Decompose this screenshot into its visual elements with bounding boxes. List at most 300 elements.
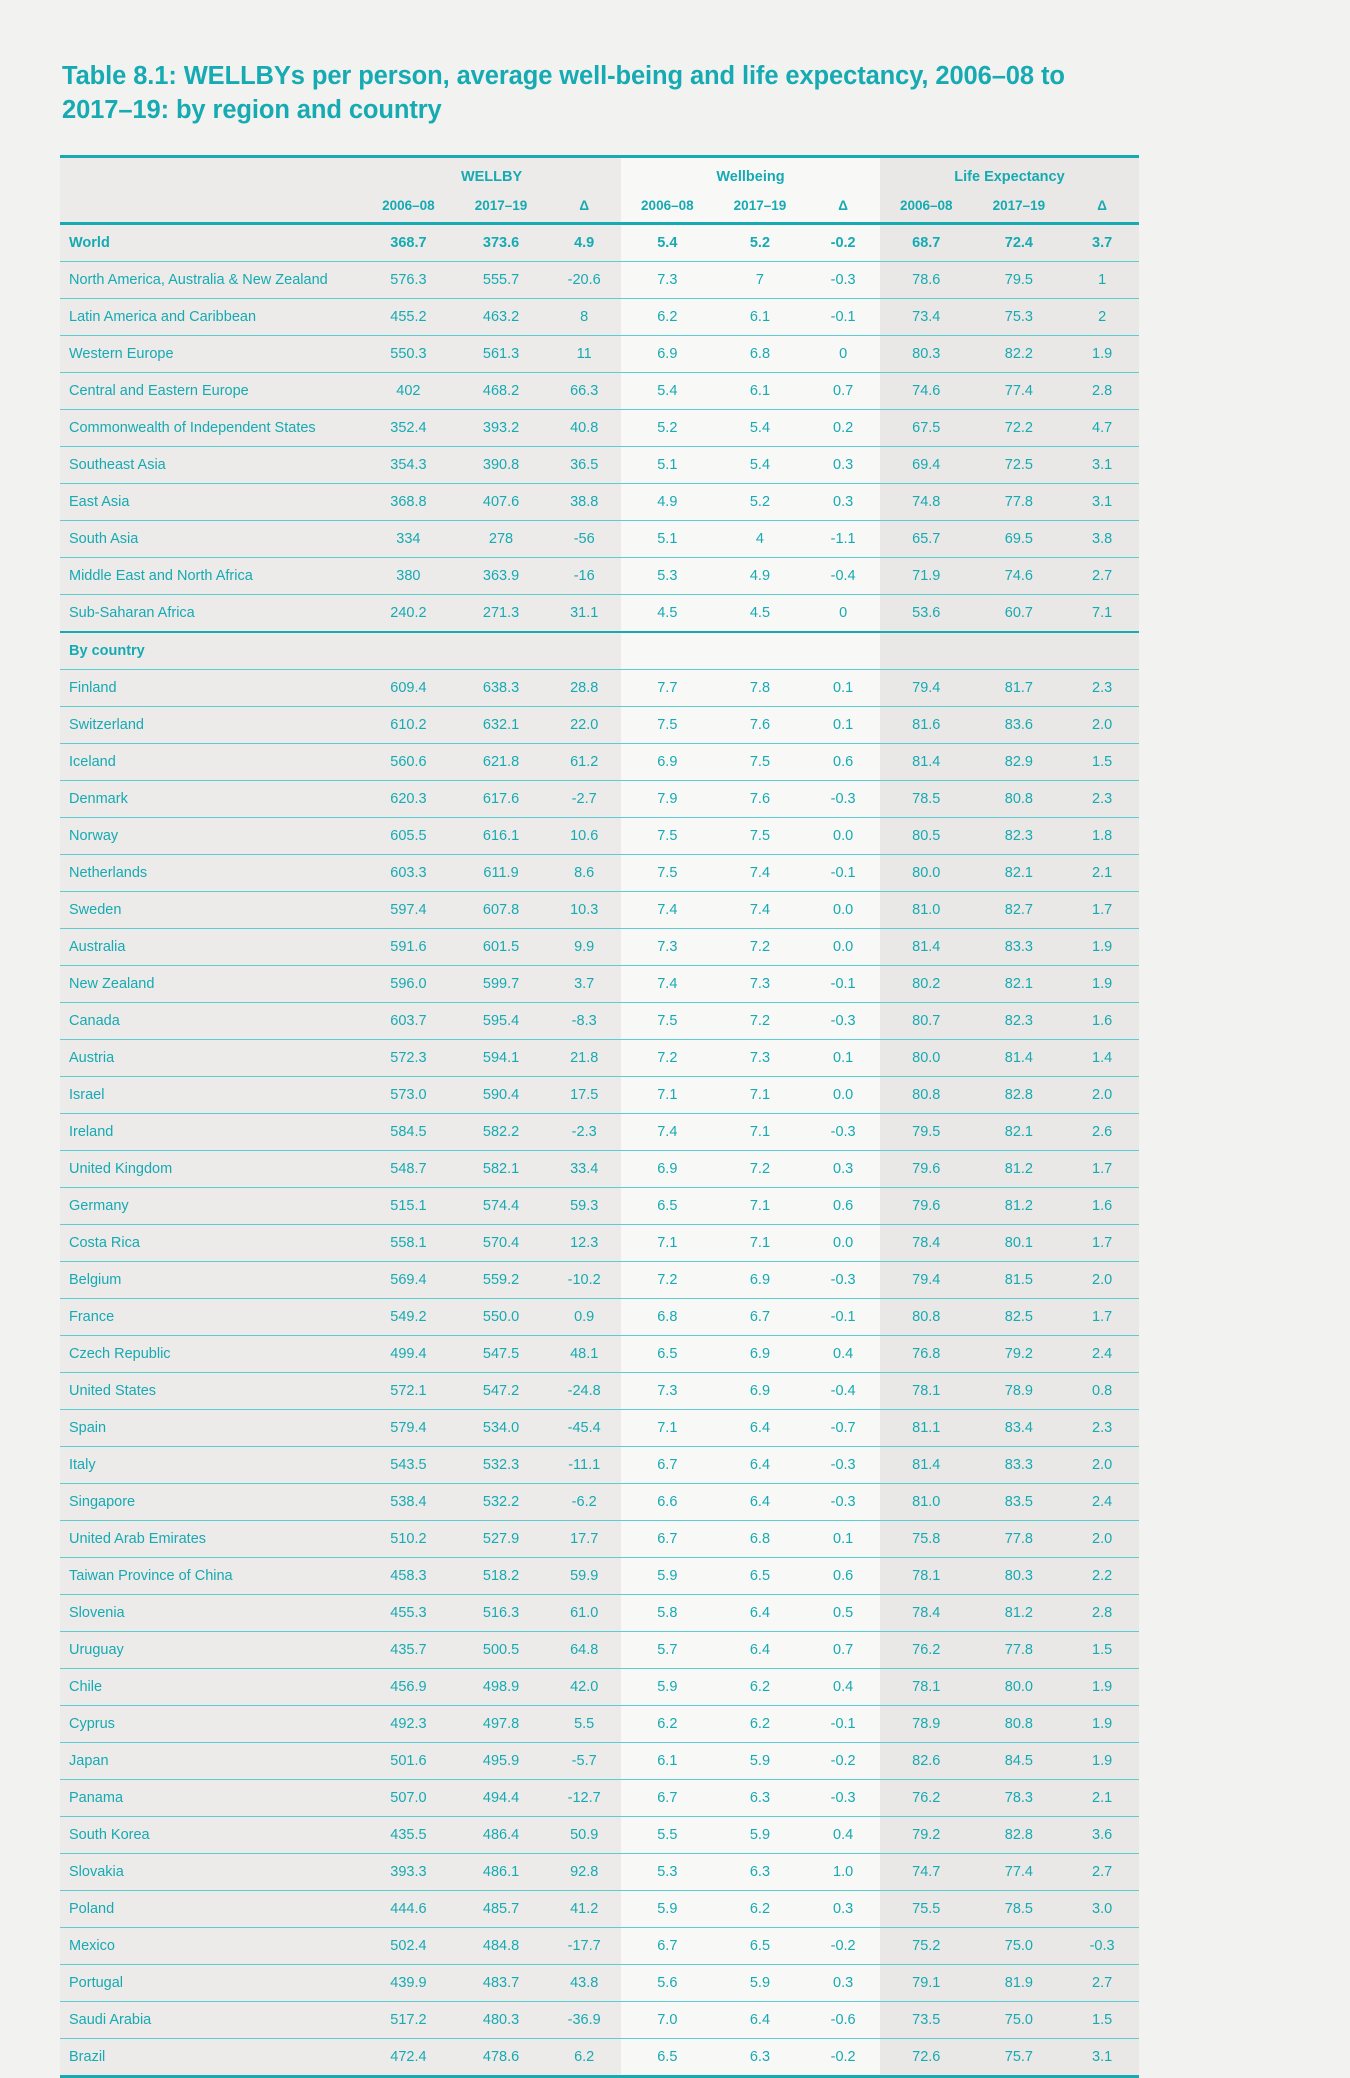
data-cell: 6.7 [621, 1928, 714, 1965]
data-cell: 7.2 [714, 1151, 807, 1188]
row-label: World [60, 224, 362, 262]
data-cell: 582.1 [455, 1151, 548, 1188]
data-cell: 6.2 [621, 299, 714, 336]
data-cell: 8.6 [547, 855, 621, 892]
data-cell: -0.3 [806, 1484, 880, 1521]
row-label: Latin America and Caribbean [60, 299, 362, 336]
data-cell: 484.8 [455, 1928, 548, 1965]
row-label: Norway [60, 818, 362, 855]
table-row [60, 336, 1139, 373]
data-cell: 516.3 [455, 1595, 548, 1632]
table-section-blank-cell [880, 632, 973, 670]
data-cell: 500.5 [455, 1632, 548, 1669]
data-cell: 43.8 [547, 1965, 621, 2002]
data-cell: 538.4 [362, 1484, 455, 1521]
data-cell: 2.0 [1065, 707, 1139, 744]
table-row [60, 521, 1139, 558]
data-cell: 79.2 [973, 1336, 1066, 1373]
table-row [60, 1928, 1139, 1965]
data-cell: -36.9 [547, 2002, 621, 2039]
data-cell: 6.7 [621, 1780, 714, 1817]
data-cell: -0.4 [806, 558, 880, 595]
table-row [60, 1336, 1139, 1373]
data-cell: 3.1 [1065, 447, 1139, 484]
data-cell: 498.9 [455, 1669, 548, 1706]
row-label: Mexico [60, 1928, 362, 1965]
row-label: Austria [60, 1040, 362, 1077]
data-cell: 6.9 [621, 336, 714, 373]
data-cell: 5.4 [714, 410, 807, 447]
data-cell: 2.7 [1065, 1965, 1139, 2002]
table-row [60, 1817, 1139, 1854]
data-cell: 486.4 [455, 1817, 548, 1854]
table-row [60, 1632, 1139, 1669]
row-label: Sub-Saharan Africa [60, 595, 362, 633]
data-cell: 6.4 [714, 2002, 807, 2039]
data-cell: 81.7 [973, 670, 1066, 707]
data-cell: 3.1 [1065, 484, 1139, 521]
data-cell: 354.3 [362, 447, 455, 484]
data-cell: -20.6 [547, 262, 621, 299]
data-cell: 271.3 [455, 595, 548, 633]
data-cell: 61.2 [547, 744, 621, 781]
data-cell: 517.2 [362, 2002, 455, 2039]
data-cell: 549.2 [362, 1299, 455, 1336]
row-label: Southeast Asia [60, 447, 362, 484]
data-cell: 81.2 [973, 1188, 1066, 1225]
data-cell: 76.2 [880, 1632, 973, 1669]
data-cell: 620.3 [362, 781, 455, 818]
data-cell: 5.5 [621, 1817, 714, 1854]
row-label: Finland [60, 670, 362, 707]
data-cell: 6.9 [714, 1336, 807, 1373]
table-row [60, 855, 1139, 892]
row-label: East Asia [60, 484, 362, 521]
row-label: Australia [60, 929, 362, 966]
data-cell: 79.4 [880, 1262, 973, 1299]
data-cell: 1.7 [1065, 892, 1139, 929]
data-cell: 402 [362, 373, 455, 410]
data-cell: 0.5 [806, 1595, 880, 1632]
data-cell: 2.3 [1065, 781, 1139, 818]
data-cell: 7 [714, 262, 807, 299]
data-cell: 6.1 [621, 1743, 714, 1780]
data-cell: 6.7 [621, 1521, 714, 1558]
data-cell: 82.7 [973, 892, 1066, 929]
data-cell: 50.9 [547, 1817, 621, 1854]
table-row [60, 892, 1139, 929]
data-cell: 0.7 [806, 1632, 880, 1669]
data-cell: 455.2 [362, 299, 455, 336]
subheader-wellby-2017-19: 2017–19 [455, 194, 548, 224]
data-cell: 1.5 [1065, 744, 1139, 781]
table-body [60, 224, 1139, 2076]
data-cell: 0.0 [806, 1077, 880, 1114]
row-label: Cyprus [60, 1706, 362, 1743]
data-cell: -56 [547, 521, 621, 558]
data-cell: 75.8 [880, 1521, 973, 1558]
data-cell: 64.8 [547, 1632, 621, 1669]
data-cell: 373.6 [455, 224, 548, 262]
data-cell: 603.3 [362, 855, 455, 892]
subheader-wellbeing-delta: Δ [806, 194, 880, 224]
table-section-label: By country [60, 632, 362, 670]
data-cell: 17.5 [547, 1077, 621, 1114]
data-cell: 559.2 [455, 1262, 548, 1299]
data-cell: 561.3 [455, 336, 548, 373]
data-cell: 10.6 [547, 818, 621, 855]
data-cell: 0.6 [806, 1188, 880, 1225]
data-cell: 472.4 [362, 2039, 455, 2076]
data-cell: 5.3 [621, 1854, 714, 1891]
data-cell: 616.1 [455, 818, 548, 855]
data-cell: 81.4 [973, 1040, 1066, 1077]
data-cell: 560.6 [362, 744, 455, 781]
data-cell: 5.5 [547, 1706, 621, 1743]
data-cell: 80.5 [880, 818, 973, 855]
data-cell: -0.3 [806, 781, 880, 818]
data-cell: 83.5 [973, 1484, 1066, 1521]
data-cell: 463.2 [455, 299, 548, 336]
data-cell: 1.7 [1065, 1225, 1139, 1262]
data-cell: 2.4 [1065, 1484, 1139, 1521]
row-label: Slovakia [60, 1854, 362, 1891]
data-cell: 21.8 [547, 1040, 621, 1077]
table-row [60, 1521, 1139, 1558]
data-cell: 6.9 [714, 1262, 807, 1299]
row-label: Commonwealth of Independent States [60, 410, 362, 447]
data-cell: 527.9 [455, 1521, 548, 1558]
data-cell: 33.4 [547, 1151, 621, 1188]
data-cell: 607.8 [455, 892, 548, 929]
data-cell: 7.2 [621, 1262, 714, 1299]
row-label: Canada [60, 1003, 362, 1040]
data-cell: 28.8 [547, 670, 621, 707]
row-label: Central and Eastern Europe [60, 373, 362, 410]
data-cell: 4 [714, 521, 807, 558]
data-cell: 483.7 [455, 1965, 548, 2002]
data-cell: 74.7 [880, 1854, 973, 1891]
row-label: France [60, 1299, 362, 1336]
data-cell: 3.7 [1065, 224, 1139, 262]
table-row [60, 410, 1139, 447]
data-cell: 80.0 [880, 1040, 973, 1077]
data-cell: 7.5 [621, 707, 714, 744]
data-cell: 7.0 [621, 2002, 714, 2039]
data-cell: 41.2 [547, 1891, 621, 1928]
data-cell: 83.6 [973, 707, 1066, 744]
table-section-blank-cell [714, 632, 807, 670]
data-cell: 2.0 [1065, 1262, 1139, 1299]
data-cell: 407.6 [455, 484, 548, 521]
data-cell: 0 [806, 336, 880, 373]
table-section-blank-cell [362, 632, 455, 670]
data-cell: 7.3 [714, 1040, 807, 1077]
data-cell: 1.4 [1065, 1040, 1139, 1077]
data-cell: 610.2 [362, 707, 455, 744]
data-cell: 363.9 [455, 558, 548, 595]
data-cell: 42.0 [547, 1669, 621, 1706]
data-cell: 6.5 [621, 2039, 714, 2076]
data-cell: 81.4 [880, 744, 973, 781]
subheader-life-delta: Δ [1065, 194, 1139, 224]
data-cell: 6.2 [621, 1706, 714, 1743]
data-cell: 61.0 [547, 1595, 621, 1632]
data-cell: 1.8 [1065, 818, 1139, 855]
data-cell: 77.4 [973, 373, 1066, 410]
data-cell: -17.7 [547, 1928, 621, 1965]
subheader-wellbeing-2006-08: 2006–08 [621, 194, 714, 224]
data-cell: 82.3 [973, 1003, 1066, 1040]
data-cell: 4.9 [621, 484, 714, 521]
data-cell: 5.9 [621, 1558, 714, 1595]
table-head [60, 157, 1139, 224]
data-cell: 240.2 [362, 595, 455, 633]
table-row [60, 1891, 1139, 1928]
table-row [60, 595, 1139, 633]
data-cell: 72.5 [973, 447, 1066, 484]
data-cell: 66.3 [547, 373, 621, 410]
data-cell: 6.8 [714, 336, 807, 373]
data-cell: 591.6 [362, 929, 455, 966]
data-cell: 0.0 [806, 818, 880, 855]
data-cell: -0.2 [806, 1928, 880, 1965]
data-cell: 78.1 [880, 1669, 973, 1706]
data-cell: 0.1 [806, 1040, 880, 1077]
data-cell: 6.2 [714, 1669, 807, 1706]
data-cell: -0.6 [806, 2002, 880, 2039]
data-cell: 80.1 [973, 1225, 1066, 1262]
table-row [60, 966, 1139, 1003]
data-cell: 1.0 [806, 1854, 880, 1891]
data-cell: 76.2 [880, 1780, 973, 1817]
data-cell: 1.5 [1065, 1632, 1139, 1669]
data-cell: -0.4 [806, 1373, 880, 1410]
data-cell: 81.4 [880, 929, 973, 966]
data-cell: 7.1 [621, 1410, 714, 1447]
row-label: Panama [60, 1780, 362, 1817]
data-cell: 6.6 [621, 1484, 714, 1521]
data-cell: 0.3 [806, 1965, 880, 2002]
data-cell: 80.2 [880, 966, 973, 1003]
row-label: Israel [60, 1077, 362, 1114]
data-cell: 558.1 [362, 1225, 455, 1262]
data-cell: 573.0 [362, 1077, 455, 1114]
data-cell: 40.8 [547, 410, 621, 447]
data-cell: 12.3 [547, 1225, 621, 1262]
data-cell: 1 [1065, 262, 1139, 299]
row-label: Belgium [60, 1262, 362, 1299]
data-cell: 78.4 [880, 1225, 973, 1262]
data-cell: 455.3 [362, 1595, 455, 1632]
data-cell: 547.2 [455, 1373, 548, 1410]
data-cell: 75.5 [880, 1891, 973, 1928]
data-cell: 82.8 [973, 1077, 1066, 1114]
data-cell: 7.1 [621, 1225, 714, 1262]
data-cell: 80.8 [973, 781, 1066, 818]
table-section-blank-cell [806, 632, 880, 670]
data-cell: 80.0 [880, 855, 973, 892]
data-cell: 7.5 [714, 818, 807, 855]
data-cell: 1.7 [1065, 1299, 1139, 1336]
data-cell: 6.1 [714, 299, 807, 336]
data-cell: 78.9 [880, 1706, 973, 1743]
data-cell: 584.5 [362, 1114, 455, 1151]
subheader-wellby-delta: Δ [547, 194, 621, 224]
data-cell: 6.9 [621, 1151, 714, 1188]
data-cell: 518.2 [455, 1558, 548, 1595]
row-label: Spain [60, 1410, 362, 1447]
data-cell: 486.1 [455, 1854, 548, 1891]
data-cell: 7.3 [621, 929, 714, 966]
table-row [60, 1595, 1139, 1632]
data-cell: 278 [455, 521, 548, 558]
data-cell: 2 [1065, 299, 1139, 336]
data-cell: 22.0 [547, 707, 621, 744]
table-section-blank-cell [973, 632, 1066, 670]
data-cell: 1.9 [1065, 1706, 1139, 1743]
data-cell: 2.8 [1065, 373, 1139, 410]
data-cell: 5.1 [621, 447, 714, 484]
data-cell: 499.4 [362, 1336, 455, 1373]
row-label: Chile [60, 1669, 362, 1706]
data-cell: 1.9 [1065, 1669, 1139, 1706]
data-cell: 352.4 [362, 410, 455, 447]
table-row [60, 1410, 1139, 1447]
data-cell: 75.0 [973, 2002, 1066, 2039]
table-row [60, 1262, 1139, 1299]
row-label: Netherlands [60, 855, 362, 892]
data-cell: 75.3 [973, 299, 1066, 336]
data-cell: 393.3 [362, 1854, 455, 1891]
table-row [60, 1484, 1139, 1521]
data-cell: 6.8 [621, 1299, 714, 1336]
column-group-header-row [60, 157, 1139, 195]
subheader-life-2006-08: 2006–08 [880, 194, 973, 224]
data-cell: 75.7 [973, 2039, 1066, 2076]
data-cell: 380 [362, 558, 455, 595]
data-cell: 78.6 [880, 262, 973, 299]
table-row [60, 299, 1139, 336]
data-cell: 78.1 [880, 1558, 973, 1595]
data-cell: 601.5 [455, 929, 548, 966]
data-cell: 603.7 [362, 1003, 455, 1040]
table-row [60, 1188, 1139, 1225]
data-cell: 6.7 [621, 1447, 714, 1484]
table-row [60, 262, 1139, 299]
data-cell: 0.3 [806, 447, 880, 484]
data-cell: 80.8 [880, 1077, 973, 1114]
table-row [60, 1669, 1139, 1706]
row-label: North America, Australia & New Zealand [60, 262, 362, 299]
data-cell: 80.7 [880, 1003, 973, 1040]
data-cell: 6.3 [714, 1854, 807, 1891]
data-cell: -8.3 [547, 1003, 621, 1040]
data-cell: 468.2 [455, 373, 548, 410]
data-cell: 77.4 [973, 1854, 1066, 1891]
data-cell: 82.5 [973, 1299, 1066, 1336]
data-cell: 82.3 [973, 818, 1066, 855]
data-cell: 3.1 [1065, 2039, 1139, 2076]
data-cell: 74.8 [880, 484, 973, 521]
data-cell: 0.6 [806, 1558, 880, 1595]
data-cell: 458.3 [362, 1558, 455, 1595]
data-cell: 2.7 [1065, 1854, 1139, 1891]
table-row [60, 2002, 1139, 2039]
subheader-life-2017-19: 2017–19 [973, 194, 1066, 224]
data-cell: 48.1 [547, 1336, 621, 1373]
data-cell: 3.8 [1065, 521, 1139, 558]
data-cell: 485.7 [455, 1891, 548, 1928]
data-cell: 7.1 [1065, 595, 1139, 633]
table-row [60, 818, 1139, 855]
data-cell: 53.6 [880, 595, 973, 633]
row-label: Ireland [60, 1114, 362, 1151]
data-cell: 17.7 [547, 1521, 621, 1558]
data-cell: 7.2 [714, 929, 807, 966]
table-row [60, 1077, 1139, 1114]
data-cell: 65.7 [880, 521, 973, 558]
data-cell: 81.4 [880, 1447, 973, 1484]
data-cell: 72.6 [880, 2039, 973, 2076]
row-label: Poland [60, 1891, 362, 1928]
table-section-header-row [60, 632, 1139, 670]
table-row [60, 1114, 1139, 1151]
table-section-blank-cell [621, 632, 714, 670]
data-cell: -5.7 [547, 1743, 621, 1780]
data-cell: -0.2 [806, 1743, 880, 1780]
data-cell: 3.6 [1065, 1817, 1139, 1854]
data-cell: 495.9 [455, 1743, 548, 1780]
data-cell: 7.3 [621, 1373, 714, 1410]
data-cell: 7.5 [621, 855, 714, 892]
data-cell: 494.4 [455, 1780, 548, 1817]
data-cell: 72.4 [973, 224, 1066, 262]
table-row [60, 781, 1139, 818]
subheader-wellby-2006-08: 2006–08 [362, 194, 455, 224]
data-cell: 6.5 [621, 1336, 714, 1373]
data-cell: 59.3 [547, 1188, 621, 1225]
subheader-name [60, 194, 362, 224]
data-cell: 5.9 [714, 1817, 807, 1854]
row-label: South Asia [60, 521, 362, 558]
data-cell: -24.8 [547, 1373, 621, 1410]
data-cell: 609.4 [362, 670, 455, 707]
data-cell: 0 [806, 595, 880, 633]
data-cell: 2.7 [1065, 558, 1139, 595]
data-cell: 6.2 [714, 1706, 807, 1743]
data-cell: 1.9 [1065, 929, 1139, 966]
data-cell: 2.0 [1065, 1447, 1139, 1484]
data-cell: 547.5 [455, 1336, 548, 1373]
data-cell: 6.3 [714, 1780, 807, 1817]
data-cell: 393.2 [455, 410, 548, 447]
data-cell: -0.3 [806, 1262, 880, 1299]
table-row [60, 1965, 1139, 2002]
data-cell: 550.3 [362, 336, 455, 373]
data-cell: 569.4 [362, 1262, 455, 1299]
row-label: Saudi Arabia [60, 2002, 362, 2039]
data-cell: 7.5 [714, 744, 807, 781]
row-label: Brazil [60, 2039, 362, 2076]
data-cell: 82.1 [973, 966, 1066, 1003]
data-cell: 7.5 [621, 818, 714, 855]
data-cell: -45.4 [547, 1410, 621, 1447]
data-cell: 6.2 [547, 2039, 621, 2076]
data-cell: 555.7 [455, 262, 548, 299]
data-cell: 5.9 [714, 1743, 807, 1780]
table-row [60, 447, 1139, 484]
